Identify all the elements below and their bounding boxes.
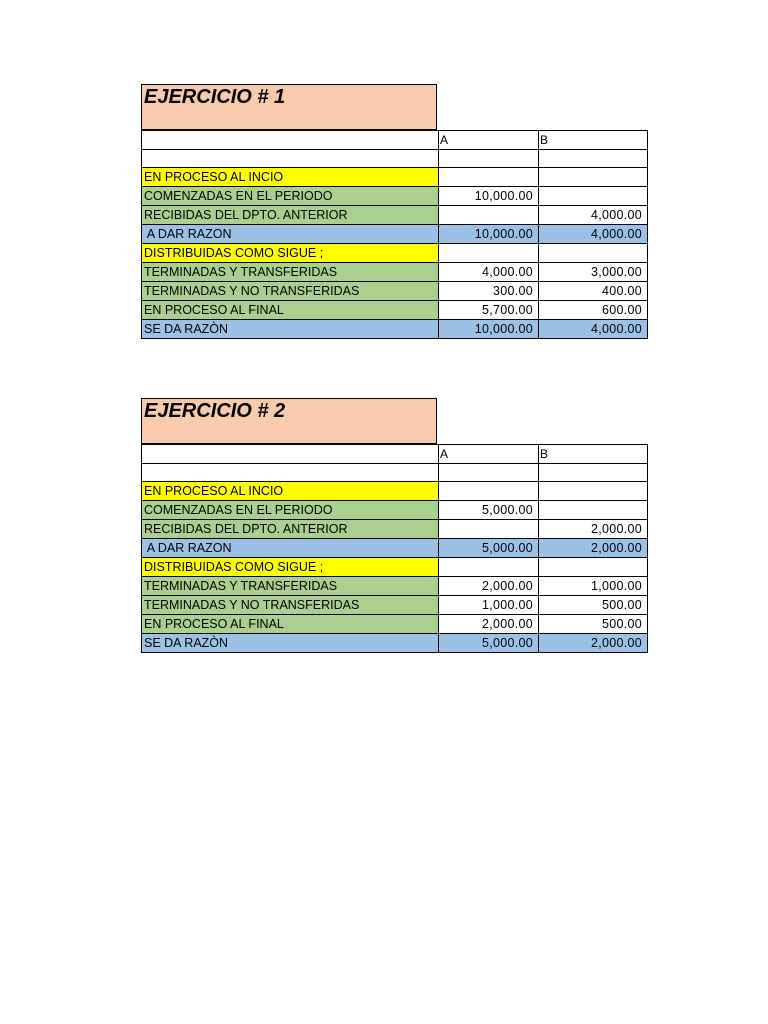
table-row bbox=[142, 615, 648, 634]
table-row bbox=[142, 244, 648, 263]
value-b bbox=[539, 244, 648, 263]
value-b bbox=[539, 501, 648, 520]
row-label: A DAR RAZON bbox=[142, 225, 439, 244]
value-b bbox=[539, 482, 648, 501]
column-b-header: B bbox=[539, 445, 648, 464]
header-row bbox=[142, 445, 648, 464]
value-b: 4,000.00 bbox=[539, 225, 648, 244]
blank-cell bbox=[539, 464, 648, 482]
blank-cell bbox=[439, 464, 539, 482]
value-b bbox=[539, 168, 648, 187]
value-b: 600.00 bbox=[539, 301, 648, 320]
column-a-header: A bbox=[439, 445, 539, 464]
value-a: 5,000.00 bbox=[439, 501, 539, 520]
value-a: 2,000.00 bbox=[439, 577, 539, 596]
table-row bbox=[142, 263, 648, 282]
table-row bbox=[142, 206, 648, 225]
value-a bbox=[439, 168, 539, 187]
row-label: A DAR RAZON bbox=[142, 539, 439, 558]
row-label: TERMINADAS Y NO TRANSFERIDAS bbox=[142, 596, 439, 615]
value-a: 10,000.00 bbox=[439, 187, 539, 206]
blank-cell bbox=[142, 464, 439, 482]
row-label: COMENZADAS EN EL PERIODO bbox=[142, 187, 439, 206]
table-row bbox=[142, 482, 648, 501]
value-b: 4,000.00 bbox=[539, 320, 648, 339]
row-label: EN PROCESO AL FINAL bbox=[142, 301, 439, 320]
value-b: 500.00 bbox=[539, 615, 648, 634]
table-row bbox=[142, 187, 648, 206]
value-b: 4,000.00 bbox=[539, 206, 648, 225]
value-b: 3,000.00 bbox=[539, 263, 648, 282]
value-b: 400.00 bbox=[539, 282, 648, 301]
blank-cell bbox=[439, 150, 539, 168]
blank-row bbox=[142, 464, 648, 482]
table-row bbox=[142, 282, 648, 301]
value-a: 5,000.00 bbox=[439, 539, 539, 558]
value-a: 5,700.00 bbox=[439, 301, 539, 320]
value-b: 2,000.00 bbox=[539, 634, 648, 653]
value-a: 5,000.00 bbox=[439, 634, 539, 653]
total-row bbox=[142, 320, 648, 339]
value-a bbox=[439, 206, 539, 225]
value-a bbox=[439, 482, 539, 501]
value-b: 2,000.00 bbox=[539, 520, 648, 539]
value-a: 300.00 bbox=[439, 282, 539, 301]
blank-cell bbox=[539, 150, 648, 168]
total-row bbox=[142, 225, 648, 244]
row-label: EN PROCESO AL INCIO bbox=[142, 482, 439, 501]
blank-row bbox=[142, 150, 648, 168]
value-a bbox=[439, 520, 539, 539]
value-a: 4,000.00 bbox=[439, 263, 539, 282]
row-label: EN PROCESO AL FINAL bbox=[142, 615, 439, 634]
value-b: 2,000.00 bbox=[539, 539, 648, 558]
table-row bbox=[142, 501, 648, 520]
row-label: TERMINADAS Y NO TRANSFERIDAS bbox=[142, 282, 439, 301]
header-row bbox=[142, 131, 648, 150]
table-row bbox=[142, 520, 648, 539]
table-row bbox=[142, 301, 648, 320]
row-label: DISTRIBUIDAS COMO SIGUE ; bbox=[142, 558, 439, 577]
value-a bbox=[439, 244, 539, 263]
row-label: DISTRIBUIDAS COMO SIGUE ; bbox=[142, 244, 439, 263]
table-row bbox=[142, 168, 648, 187]
value-b: 1,000.00 bbox=[539, 577, 648, 596]
column-b-header: B bbox=[539, 131, 648, 150]
value-b bbox=[539, 187, 648, 206]
row-label: SE DA RAZÒN bbox=[142, 320, 439, 339]
exercise-title: EJERCICIO # 2 bbox=[141, 398, 437, 444]
table-row bbox=[142, 558, 648, 577]
total-row bbox=[142, 634, 648, 653]
value-b: 500.00 bbox=[539, 596, 648, 615]
blank-cell bbox=[142, 150, 439, 168]
exercise-2 bbox=[141, 398, 647, 653]
row-label: RECIBIDAS DEL DPTO. ANTERIOR bbox=[142, 206, 439, 225]
value-a: 2,000.00 bbox=[439, 615, 539, 634]
total-row bbox=[142, 539, 648, 558]
value-a: 10,000.00 bbox=[439, 320, 539, 339]
row-label: EN PROCESO AL INCIO bbox=[142, 168, 439, 187]
row-label: TERMINADAS Y TRANSFERIDAS bbox=[142, 263, 439, 282]
table-row bbox=[142, 577, 648, 596]
header-blank bbox=[142, 131, 439, 150]
exercise-1 bbox=[141, 84, 647, 339]
row-label: RECIBIDAS DEL DPTO. ANTERIOR bbox=[142, 520, 439, 539]
value-b bbox=[539, 558, 648, 577]
exercise-table bbox=[141, 130, 648, 339]
header-blank bbox=[142, 445, 439, 464]
row-label: SE DA RAZÒN bbox=[142, 634, 439, 653]
value-a bbox=[439, 558, 539, 577]
value-a: 1,000.00 bbox=[439, 596, 539, 615]
value-a: 10,000.00 bbox=[439, 225, 539, 244]
row-label: TERMINADAS Y TRANSFERIDAS bbox=[142, 577, 439, 596]
column-a-header: A bbox=[439, 131, 539, 150]
table-row bbox=[142, 596, 648, 615]
exercise-title: EJERCICIO # 1 bbox=[141, 84, 437, 130]
exercise-table bbox=[141, 444, 648, 653]
row-label: COMENZADAS EN EL PERIODO bbox=[142, 501, 439, 520]
